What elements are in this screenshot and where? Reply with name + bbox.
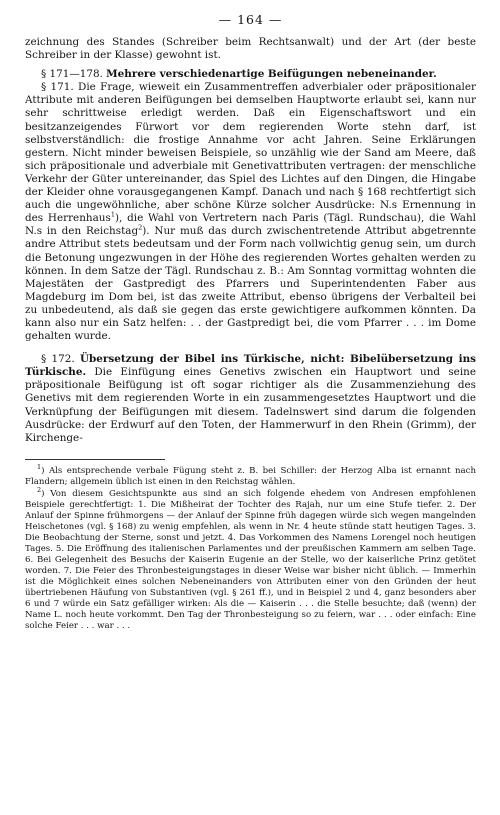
page-number: — 164 — — [218, 12, 283, 27]
section-172-text: Die Einfügung eines Genetivs zwischen ein Hauptwort und seine präpositionale Beifügung ist oft sogar richtiger als die Zusammenziehung des Genetivs mit dem regierenden Worte in ein zusammengesetztes Hauptwort und die Verknüpfung der Beifügungen mit diesem. Tadelnswert sind darum die folgenden Ausdrücke: der Erdwurf auf den Toten, der Hammerwurf in den Rhein (Grimm), der Kirchenge- — [25, 366, 476, 444]
opening-paragraph: zeichnung des Standes (Schreiber beim Rechtsanwalt) und der Art (der beste Schreiber in der Klasse) gewohnt ist. — [25, 36, 476, 62]
section-171-paragraph — [25, 81, 476, 343]
footnote-reference: 2 — [138, 223, 143, 232]
section-171-label: § 171. — [41, 81, 74, 94]
section-172-paragraph — [25, 353, 476, 445]
section-171-text-2: ), die Wahl von Vertretern nach Paris (Tägl. Rundschau), die Wahl N.s in den Reichstag — [25, 212, 476, 238]
main-text — [25, 36, 476, 445]
footnote-marker: 1 — [37, 462, 42, 471]
footnote: $^2$) Von diesem Gesichtspunkte aus sind an sich folgende ehedem von Andresen empfohlenen Beispiele gerechtfertigt: 1. Die Mißheirat der Tochter des Rajah, nur um eine Stufe tiefer. 2. Der Anlauf der Spinne frühmorgens — der Anlauf der Spinne früh dagegen würde sich wegen mangelnden Heischetones (vgl. § 168) zu wenig empfehlen, als wenn in Nr. 4 heute stünde statt heutigen Tages. 3. Die Beobachtung der Sterne, sonst und jetzt. 4. Das Vorkommen des Namens Lorengel noch heutigen Tages. 5. Die Eröffnung des italienischen Parlamentes und der preußischen Kammern am selben Tage. 6. Bei Gelegenheit des Besuchs der Kaiserin Eugenie an der Stelle, wo der kaiserliche Prinz getötet worden. 7. Die Feier des Thronbesteigungstages in dieser Weise war bisher nicht üblich. — Immerhin ist die Möglichkeit eines solchen Nebeneinanders von Attributen einer von den Gründen der heut übertriebenen Häufung von Substantiven (vgl. § 261 ff.), und in Beispiel 2 und 4, ganz besonders aber 6 und 7 würde ein Satz gefälliger wirken: Als die — Kaiserin . . . die Stelle besuchte; daß (wenn) der Name L. noch heute vorkommt. Den Tag der Thronbesteigung so zu feiern, war . . . oder einfach: Eine solche Feier . . . war . . . — [25, 486, 476, 632]
section-range: § 171—178. — [41, 68, 103, 81]
footnote-divider — [25, 459, 165, 460]
section-171-text: Die Frage, wieweit ein Zusammentreffen adverbialer oder präpositionaler Attribute mit anderen Beifügungen bei demselben Hauptworte erlaubt sei, kann nur sehr schrittweise erledigt werden. Daß ein Eigenschaftswort und ein besitzanzeigendes Fürwort vor dem regierenden Worte stehn darf, ist selbstverständlich: die frostige Annahme vor acht Jahren. Seine Erklärungen gestern. Nicht minder beweisen Beispiele, so unzählig wie der Sand am Meere, daß sich präpositionale und adverbiale mit Genetivattributen vertragen: der menschliche Verkehr der Güter untereinander, das Spiel des Lichtes auf den Dingen, die Hingabe der Kleider ohne vorausgegangenen Kampf. Danach und nach § 168 rechtfertigt sich auch die ungewöhnliche, aber schöne Kürze solcher Ausdrücke: N.s Ernennung in des Herrenhaus — [25, 81, 476, 225]
section-heading-171-178 — [25, 68, 476, 81]
footnotes — [25, 462, 476, 633]
section-172-title: Übersetzung der Bibel ins Türkische, nicht: Bibelübersetzung ins Türkische. — [25, 353, 477, 379]
footnote-marker: 2 — [37, 486, 42, 495]
footnote-reference: 1 — [110, 210, 115, 219]
section-172-label: § 172. — [41, 353, 75, 366]
footnote-text: Als entsprechende verbale Fügung steht z. B. bei Schiller: der Herzog Alba ist ernannt nach Flandern; allgemein üblich ist einen in den Reichstag wählen. — [25, 465, 476, 487]
footnote: $^1$) Als entsprechende verbale Fügung steht z. B. bei Schiller: der Herzog Alba ist ernannt nach Flandern; allgemein üblich ist einen in den Reichstag wählen. — [25, 462, 476, 487]
footnote-text: Von diesem Gesichtspunkte aus sind an sich folgende ehedem von Andresen empfohlenen Beispiele gerechtfertigt: 1. Die Mißheirat der Tochter des Rajah, nur um eine Stufe tiefer. 2. Der Anlauf der Spinne frühmorgens — der Anlauf der Spinne früh dagegen würde sich wegen mangelnden Heischetones (vgl. § 168) zu wenig empfehlen, als wenn in Nr. 4 heute stünde statt heutigen Tages. 3. Die Beobachtung der Sterne, sonst und jetzt. 4. Das Vorkommen des Namens Lorengel noch heutigen Tages. 5. Die Eröffnung des italienischen Parlamentes und der preußischen Kammern am selben Tage. 6. Bei Gelegenheit des Besuchs der Kaiserin Eugenie an der Stelle, wo der kaiserliche Prinz getötet worden. 7. Die Feier des Thronbesteigungstages in dieser Weise war bisher nicht üblich. — Immerhin ist die Möglichkeit eines solchen Nebeneinanders von Attributen einer von den Gründen der heut übertriebenen Häufung von Substantiven (vgl. § 261 ff.), und in Beispiel 2 und 4, ganz besonders aber 6 und 7 würde ein Satz gefälliger wirken: Als die — Kaiserin . . . die Stelle besuchte; daß (wenn) der Name L. noch heute vorkommt. Den Tag der Thronbesteigung so zu feiern, war . . . oder einfach: Eine solche Feier . . . war . . . — [25, 488, 476, 632]
section-title: Mehrere verschiedenartige Beifügungen nebeneinander. — [106, 68, 437, 81]
section-171-text-3: ). Nur muß das durch zwischentretende Attribut abgetrennte andre Attribut stets bedeutsam und der Form nach vollwichtig genug sein, um durch die Betonung ungezwungen in der Höhe des regierenden Wortes gehalten werden zu können. In dem Satze der Tägl. Rundschau z. B.: Am Sonntag vormittag wohnten die Majestäten der Gastpredigt des Pfarrers und Superintendenten Faber aus Magdeburg im Dom bei, ist das zweite Attribut, ebenso übrigens der Verbalteil bei zu unbedeutend, als daß sie gegen das erste gewichtigere aufkommen könnten. Da kann also nur ein Satz helfen: . . der Gastpredigt bei, die vom Pfarrer . . . im Dome gehalten wurde. — [25, 225, 477, 343]
